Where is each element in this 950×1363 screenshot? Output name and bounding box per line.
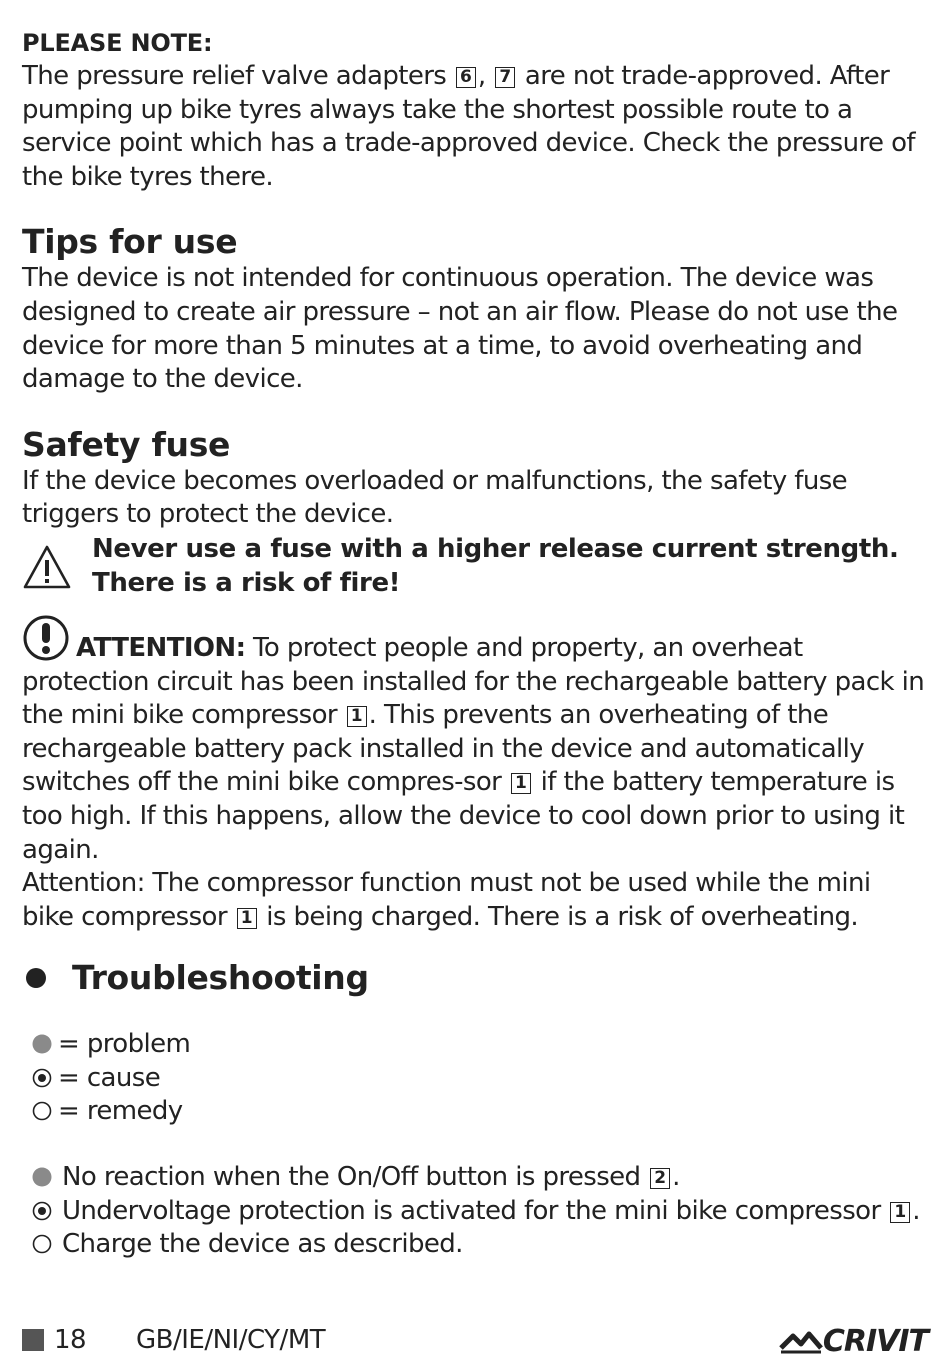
legend-cause: [22, 1062, 928, 1096]
brand-name: CRIVIT: [822, 1323, 928, 1359]
troubleshooting-header: [22, 958, 928, 998]
fuse-heading: Safety fuse: [22, 424, 231, 464]
exclamation-circle-icon: [22, 614, 70, 662]
attention-text-1: To protect people and property, an overheat protection circuit has been installed for the rechargeable battery pack in the mini bike compressor: [22, 632, 925, 731]
trouble-remedy: [22, 1228, 928, 1262]
cause-text: Undervoltage protection is activated for the mini bike compressor: [62, 1195, 889, 1226]
ref-box-2: 2: [650, 1168, 670, 1189]
page-footer: [22, 1320, 928, 1360]
warning-line-1: Never use a fuse with a higher release current strength.: [92, 533, 899, 564]
footer-square-icon: [22, 1329, 44, 1351]
warning-triangle-icon: [22, 544, 72, 590]
warning-line-2: There is a risk of fire!: [92, 567, 401, 598]
legend-remedy: [22, 1095, 928, 1129]
ref-box-6: 6: [456, 67, 476, 88]
country-codes: GB/IE/NI/CY/MT: [136, 1325, 326, 1355]
page-number: 18: [54, 1325, 87, 1355]
note-sep: ,: [477, 61, 486, 91]
dotted-circle-icon: [32, 1068, 52, 1088]
fire-warning: [22, 532, 928, 600]
trouble-cause: [22, 1195, 928, 1229]
note-text-2: are not trade-approved. After pumping up bike tyres always take the shortest possible route to a service point which has a trade-approved device. Check the pressure of the bike tyres there.: [22, 61, 915, 192]
filled-circle-icon: [32, 1167, 52, 1187]
brand-swoosh-icon: [779, 1328, 823, 1354]
legend-remedy-label: = remedy: [58, 1096, 183, 1127]
ref-box-1: 1: [511, 773, 531, 794]
empty-circle-icon: [32, 1101, 52, 1121]
attention-paragraph: [22, 614, 928, 867]
filled-circle-icon: [32, 1034, 52, 1054]
attention-text-3: if the battery temperature is too high. If this happens, allow the device to cool down prior to using it again.: [22, 767, 905, 865]
ref-box-1: 1: [347, 706, 367, 727]
note-text-1: The pressure relief valve adapters: [22, 61, 454, 91]
empty-circle-icon: [32, 1234, 52, 1254]
note-title: PLEASE NOTE:: [22, 29, 213, 57]
problem-end: .: [672, 1162, 680, 1193]
attention-text-4: Attention: The compressor function must not be used while the mini bike compressor: [22, 868, 871, 932]
dotted-circle-icon: [32, 1201, 52, 1221]
attention-text-5: is being charged. There is a risk of overheating.: [258, 901, 859, 932]
cause-end: .: [912, 1195, 920, 1226]
brand-logo: [779, 1324, 928, 1358]
attention-text-2: . This prevents an overheating of the rechargeable battery pack installed in the device and automatically switches off the mini bike compres-sor: [22, 700, 865, 798]
remedy-text: Charge the device as described.: [62, 1229, 463, 1260]
trouble-problem: [22, 1161, 928, 1195]
bullet-icon: [26, 968, 46, 988]
tips-paragraph: The device is not intended for continuous operation. The device was designed to create air pressure – not an air flow. Please do not use the device for more than 5 minutes at a time, to avoid overheating and damage to the device.: [22, 263, 898, 395]
fuse-paragraph: If the device becomes overloaded or malfunctions, the safety fuse triggers to protect the device.: [22, 465, 848, 530]
ref-box-1: 1: [237, 908, 257, 929]
attention-charging-paragraph: [22, 867, 928, 934]
problem-text: No reaction when the On/Off button is pressed: [62, 1162, 649, 1193]
troubleshooting-heading: Troubleshooting: [72, 958, 369, 998]
ref-box-1: 1: [890, 1202, 910, 1223]
note-paragraph: [22, 60, 928, 194]
legend-cause-label: = cause: [58, 1062, 161, 1093]
manual-page: [22, 26, 928, 1262]
legend-problem: [22, 1028, 928, 1062]
attention-label: ATTENTION:: [76, 632, 246, 663]
legend-problem-label: = problem: [58, 1029, 191, 1060]
tips-heading: Tips for use: [22, 222, 238, 262]
ref-box-7: 7: [495, 67, 515, 88]
